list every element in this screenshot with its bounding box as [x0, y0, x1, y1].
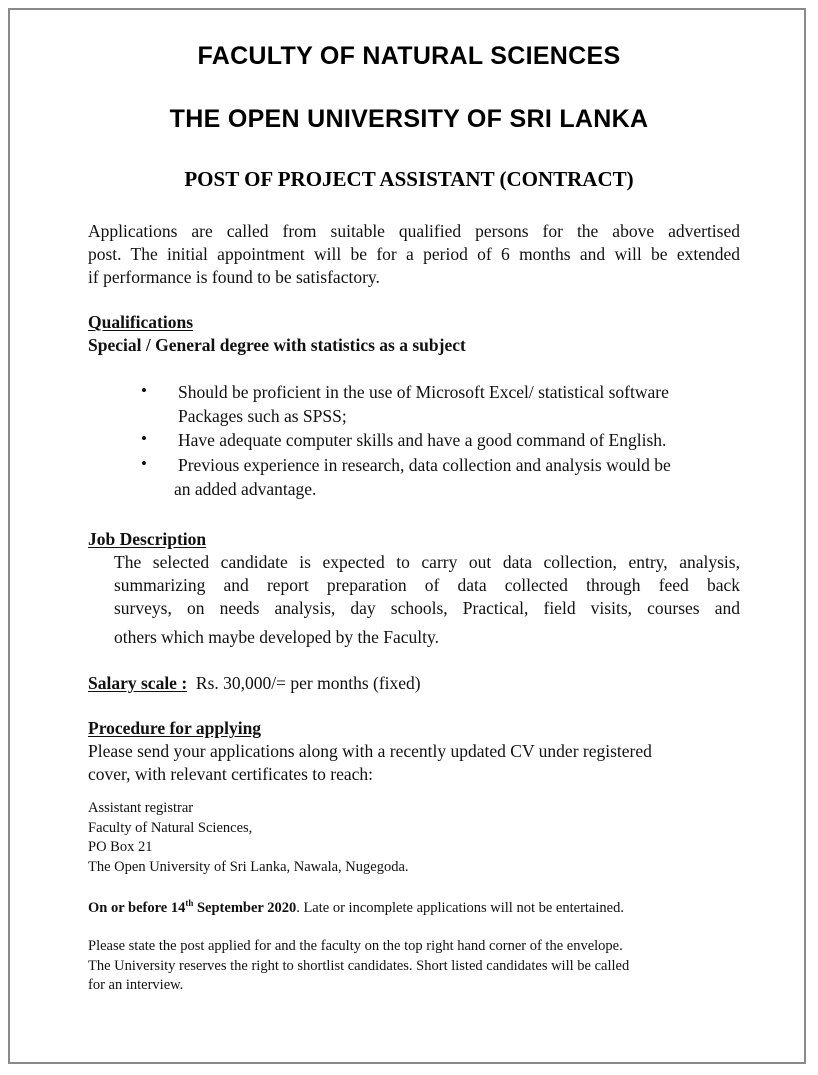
- procedure-paragraph: [88, 740, 652, 786]
- degree-requirement: Special / General degree with statistics as a subject: [88, 335, 466, 355]
- list-item-line: Packages such as SPSS;: [178, 406, 347, 426]
- procedure-heading: Procedure for applying: [88, 718, 262, 738]
- footer-line: The University reserves the right to shortlist candidates. Short listed candidates will be called: [88, 957, 630, 974]
- job-line: others which maybe developed by the Faculty.: [114, 627, 439, 647]
- list-item-line: an added advantage.: [174, 479, 317, 499]
- bullet-icon: •: [141, 454, 147, 473]
- intro-line: if performance is found to be satisfactory.: [88, 267, 380, 287]
- job-line: summarizing and report preparation of data collected through feed back: [114, 575, 740, 595]
- intro-paragraph: [88, 220, 740, 289]
- deadline-note: . Late or incomplete applications will not be entertained.: [296, 900, 624, 916]
- list-item: [174, 453, 671, 501]
- deadline-superscript: th: [185, 898, 194, 909]
- intro-line: Applications are called from suitable qualified persons for the above advertised: [88, 221, 740, 241]
- deadline-date: On or before 14: [88, 900, 186, 916]
- list-item: [178, 380, 669, 428]
- address-block: [88, 799, 409, 877]
- list-item-line: Previous experience in research, data collection and analysis would be: [178, 455, 671, 475]
- deadline-line: [88, 899, 624, 919]
- address-line: The Open University of Sri Lanka, Nawala, Nugegoda.: [88, 858, 409, 875]
- footer-line: for an interview.: [88, 977, 184, 993]
- address-line: PO Box 21: [88, 839, 153, 855]
- list-item-line: Have adequate computer skills and have a good command of English.: [178, 430, 667, 450]
- job-description-heading: Job Description: [88, 529, 207, 549]
- list-item: [178, 428, 666, 452]
- job-description-paragraph: [114, 551, 740, 649]
- bullet-icon: •: [141, 381, 147, 400]
- job-line: surveys, on needs analysis, day schools, Practical, field visits, courses and: [114, 598, 740, 618]
- salary-line: [88, 673, 421, 694]
- address-line: Assistant registrar: [88, 800, 194, 816]
- address-line: Faculty of Natural Sciences,: [88, 819, 253, 836]
- salary-label: Salary scale :: [88, 673, 188, 693]
- job-line: The selected candidate is expected to carry out data collection, entry, analysis,: [114, 552, 740, 572]
- post-title: POST OF PROJECT ASSISTANT (CONTRACT): [184, 167, 634, 191]
- procedure-line: cover, with relevant certificates to reach:: [88, 764, 373, 784]
- qualifications-heading: Qualifications: [88, 312, 194, 332]
- deadline-date-rest: September 2020: [193, 900, 297, 916]
- procedure-line: Please send your applications along with a recently updated CV under registered: [88, 741, 652, 761]
- footer-notes: [88, 937, 629, 996]
- list-item-line: Should be proficient in the use of Microsoft Excel/ statistical software: [178, 382, 669, 402]
- salary-value: Rs. 30,000/= per months (fixed): [195, 673, 421, 693]
- footer-line: Please state the post applied for and the faculty on the top right hand corner of the envelope.: [88, 938, 623, 954]
- intro-line: post. The initial appointment will be for a period of 6 months and will be extended: [88, 244, 740, 264]
- university-title: THE OPEN UNIVERSITY OF SRI LANKA: [169, 105, 649, 133]
- bullet-icon: •: [141, 429, 147, 448]
- faculty-title: FACULTY OF NATURAL SCIENCES: [197, 42, 621, 70]
